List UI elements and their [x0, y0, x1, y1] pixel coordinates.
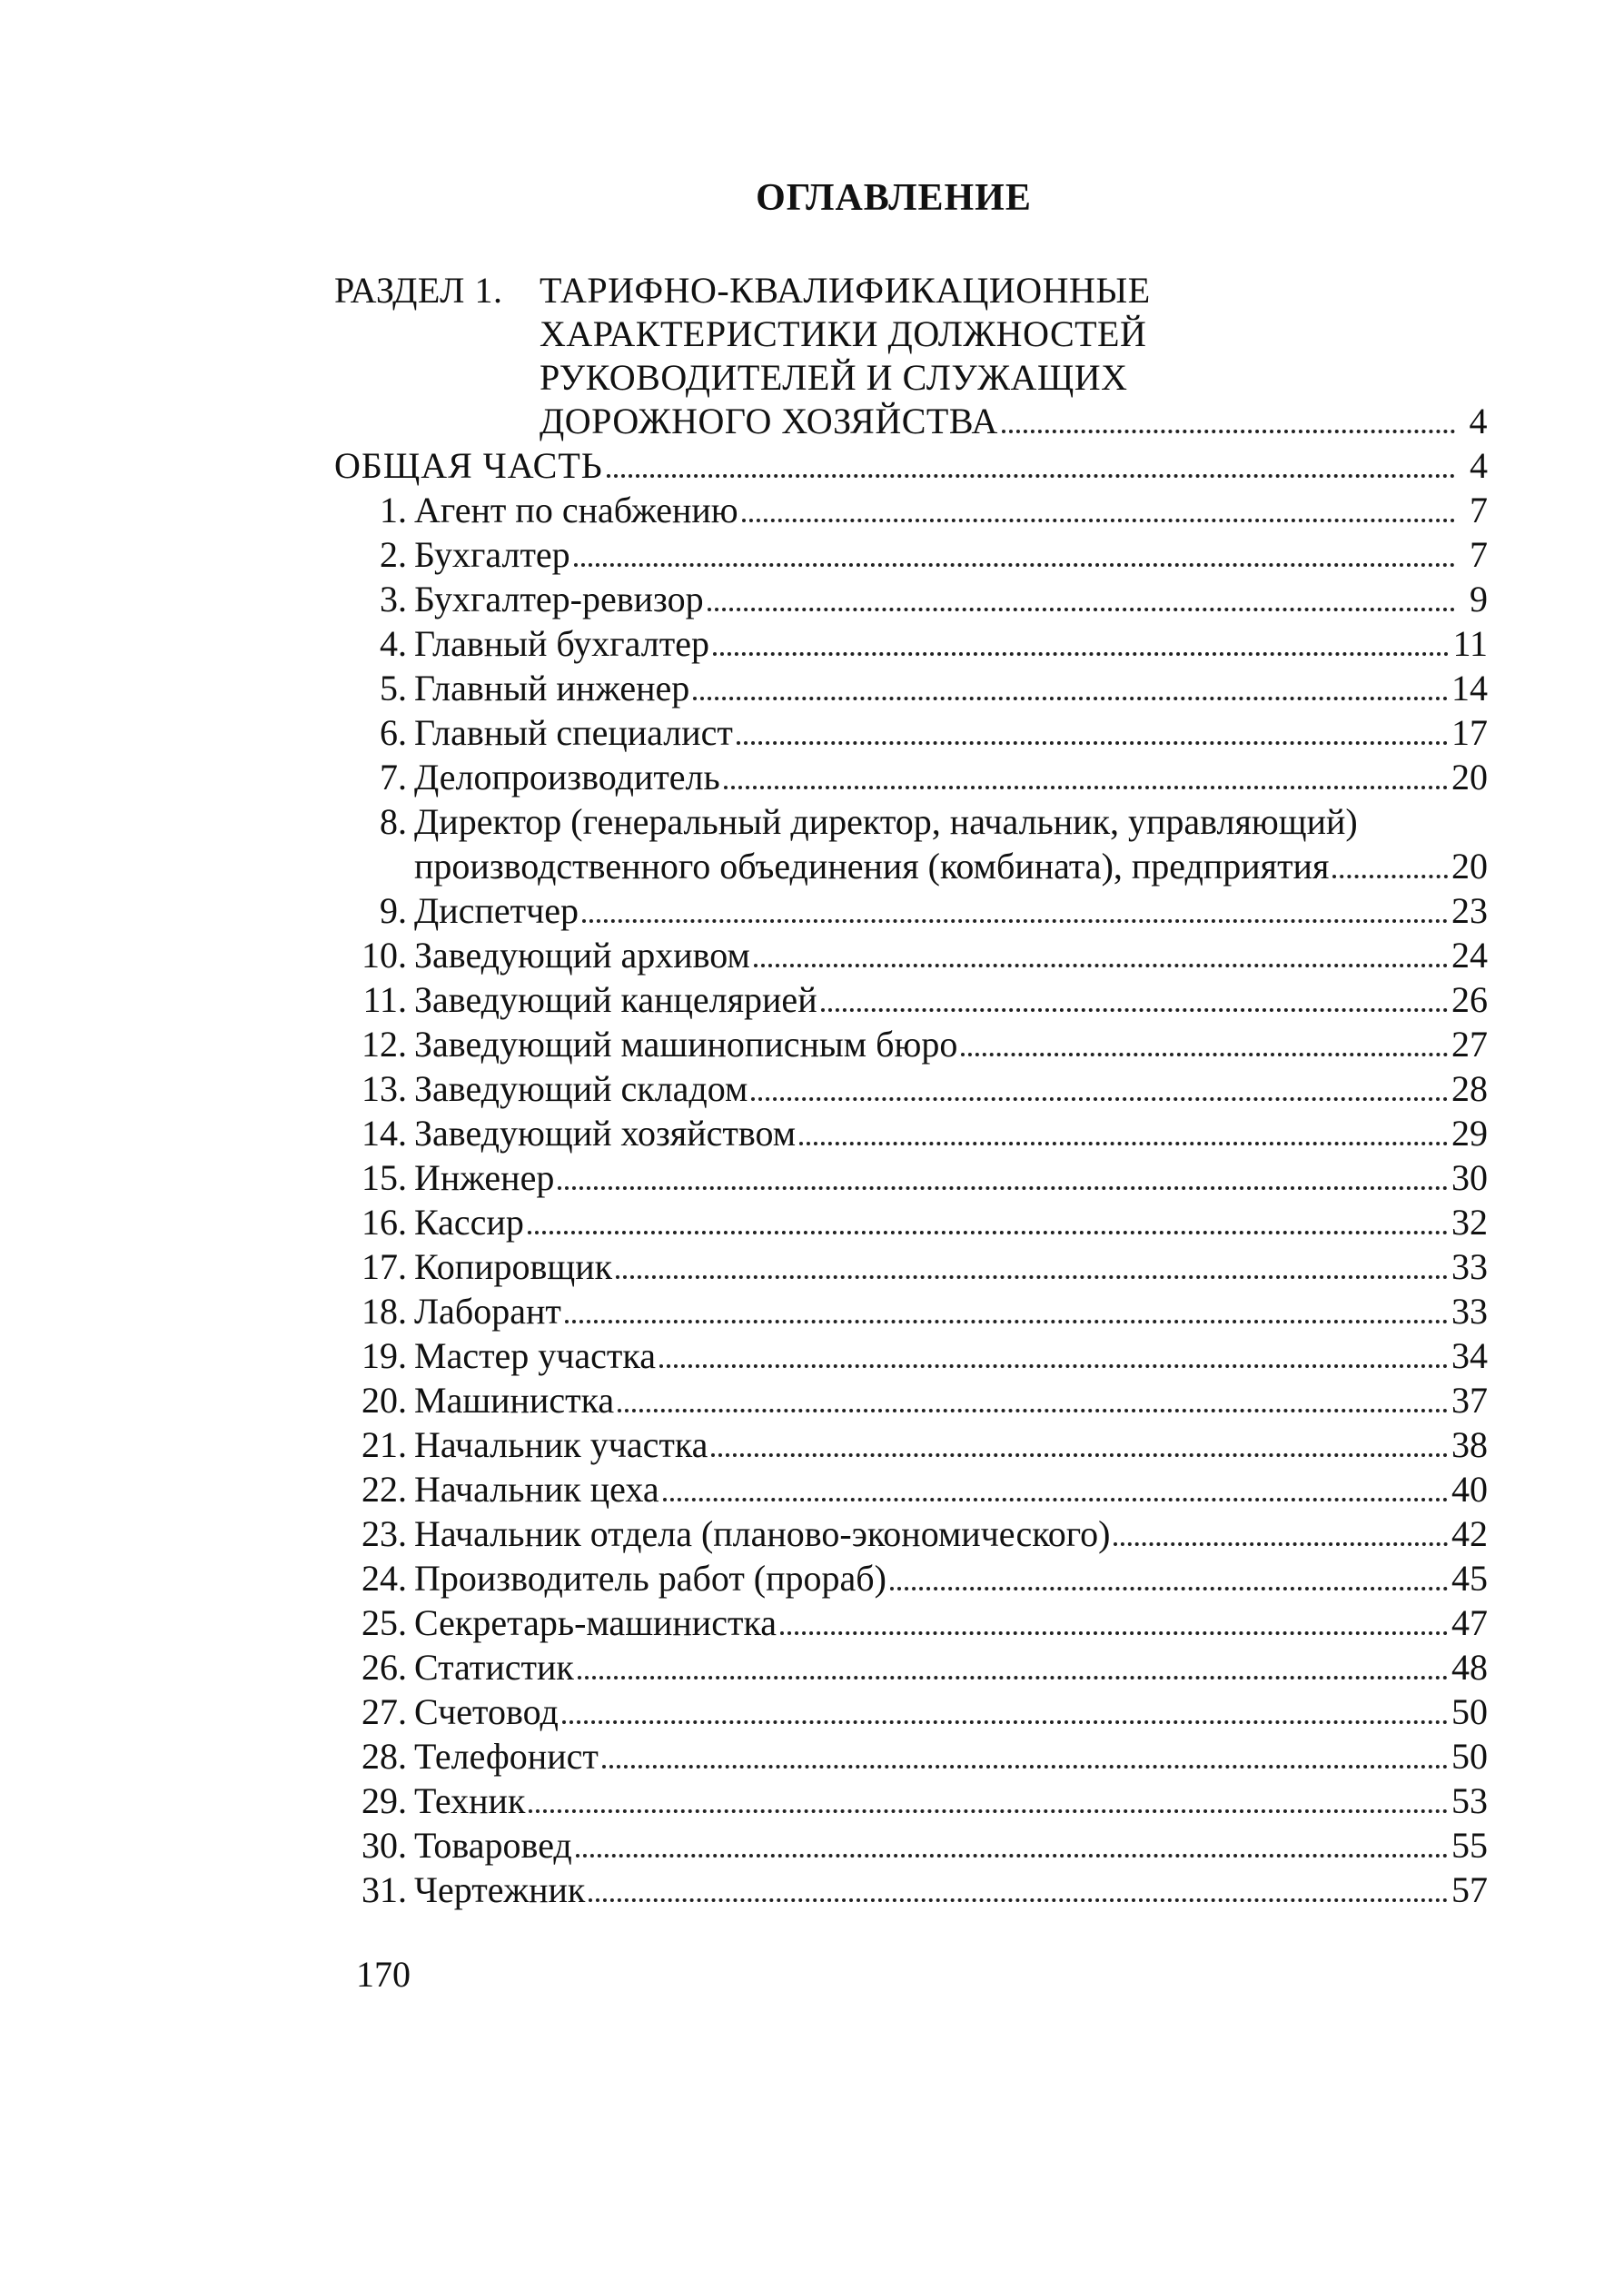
leader-dots — [708, 607, 1455, 611]
toc-list — [334, 443, 1488, 1912]
toc-page-number: 32 — [1451, 1202, 1488, 1243]
toc-entry — [334, 755, 1488, 799]
toc-entry — [334, 1600, 1488, 1645]
toc-entry-title: Производитель работ (прораб) — [414, 1558, 886, 1599]
toc-page-number: 17 — [1451, 712, 1488, 753]
toc-entry-number: 19. — [361, 1335, 407, 1376]
leader-dots — [737, 740, 1448, 745]
section-prefix: РАЗДЕЛ 1. — [334, 270, 503, 311]
section-line — [334, 312, 1488, 356]
toc-page-number: 7 — [1470, 534, 1488, 575]
toc-entry-title: Кассир — [414, 1202, 524, 1243]
toc-entry-number: 22. — [361, 1469, 407, 1510]
toc-page-number: 29 — [1451, 1113, 1488, 1154]
leader-dots — [711, 1452, 1448, 1457]
toc-entry — [334, 1333, 1488, 1378]
toc-entry — [334, 1823, 1488, 1868]
toc-entry-title: Делопроизводитель — [414, 757, 720, 798]
toc-entry-title: Счетовод — [414, 1691, 559, 1732]
toc-entry-title: Чертежник — [414, 1869, 586, 1910]
toc-page-number: 48 — [1451, 1647, 1488, 1688]
toc-entry — [334, 1111, 1488, 1155]
toc-entry-title: Бухгалтер-ревизор — [414, 579, 704, 619]
toc-entry — [334, 799, 1488, 844]
leader-dots — [574, 562, 1455, 567]
toc-entry-number: 3. — [380, 579, 407, 619]
section-title-line: ХАРАКТЕРИСТИКИ ДОЛЖНОСТЕЙ — [540, 313, 1147, 354]
toc-entry-title: Машинистка — [414, 1380, 615, 1421]
leader-dots — [659, 1363, 1448, 1368]
page-number: 170 — [356, 1954, 411, 1995]
toc-entry — [334, 1734, 1488, 1779]
toc-entry — [334, 577, 1488, 621]
toc-entry-title: Мастер участка — [414, 1335, 656, 1376]
leader-dots — [713, 651, 1450, 656]
leader-dots — [754, 963, 1448, 967]
toc-entry-title: Диспетчер — [414, 890, 579, 931]
toc-entry — [334, 621, 1488, 666]
toc-entry — [334, 488, 1488, 532]
toc-entry-title: Заведующий канцелярией — [414, 979, 817, 1020]
leader-dots — [1002, 429, 1455, 433]
toc-entry-title: Товаровед — [414, 1825, 572, 1866]
page-title: ОГЛАВЛЕНИЕ — [756, 177, 1032, 219]
toc-entry-general — [334, 443, 1488, 488]
toc-page-number: 34 — [1451, 1335, 1488, 1376]
leader-dots — [582, 918, 1448, 923]
toc-entry-title: Инженер — [414, 1157, 555, 1198]
leader-dots — [799, 1141, 1448, 1145]
toc-page-number: 37 — [1451, 1380, 1488, 1421]
section-title-line: РУКОВОДИТЕЛЕЙ И СЛУЖАЩИХ — [540, 357, 1128, 398]
toc-entry-number: 1. — [380, 490, 407, 530]
section-title-line: ТАРИФНО-КВАЛИФИКАЦИОННЫЕ — [540, 270, 1151, 311]
toc-entry — [334, 1467, 1488, 1511]
toc-entry-continuation — [334, 844, 1488, 888]
section-line — [334, 356, 1488, 400]
leader-dots — [602, 1764, 1448, 1769]
toc-page-number: 45 — [1451, 1558, 1488, 1599]
toc-entry-number: 13. — [361, 1068, 407, 1109]
toc-entry-number: 28. — [361, 1736, 407, 1777]
leader-dots — [780, 1630, 1448, 1635]
toc-entry — [334, 1244, 1488, 1289]
toc-page-number: 4 — [1470, 445, 1488, 486]
toc-entry-number: 24. — [361, 1558, 407, 1599]
toc-entry-title: Начальник участка — [414, 1424, 708, 1465]
toc-entry-number: 14. — [361, 1113, 407, 1154]
toc-page-number: 20 — [1451, 846, 1488, 887]
toc-page-number: 42 — [1451, 1513, 1488, 1554]
toc-page-number: 50 — [1451, 1736, 1488, 1777]
toc-page-number: 50 — [1451, 1691, 1488, 1732]
leader-dots — [558, 1185, 1448, 1190]
toc-page-number: 11 — [1452, 623, 1488, 664]
leader-dots — [589, 1897, 1448, 1902]
toc-entry-title: Телефонист — [414, 1736, 599, 1777]
leader-dots — [742, 518, 1455, 522]
leader-dots — [751, 1096, 1448, 1101]
leader-dots — [961, 1052, 1448, 1056]
toc-entry-title: Начальник цеха — [414, 1469, 659, 1510]
toc-entry — [334, 1556, 1488, 1600]
toc-entry-number: 6. — [380, 712, 407, 753]
toc-entry-number: 25. — [361, 1602, 407, 1643]
leader-dots — [528, 1230, 1448, 1234]
toc-entry — [334, 1066, 1488, 1111]
leader-dots — [529, 1808, 1448, 1813]
toc-entry — [334, 1378, 1488, 1422]
toc-page-number: 40 — [1451, 1469, 1488, 1510]
leader-dots — [1332, 874, 1448, 878]
toc-entry — [334, 1645, 1488, 1689]
toc-entry-number: 5. — [380, 668, 407, 708]
toc-page-number: 38 — [1451, 1424, 1488, 1465]
toc-entry — [334, 1511, 1488, 1556]
toc-entry-number: 12. — [361, 1024, 407, 1065]
toc-page-number: 27 — [1451, 1024, 1488, 1065]
toc-page-number: 4 — [1469, 401, 1488, 441]
toc-page-number: 7 — [1470, 490, 1488, 530]
toc-page-number: 53 — [1451, 1780, 1488, 1821]
toc-entry — [334, 1155, 1488, 1200]
leader-dots — [724, 785, 1448, 789]
toc-entry-number: 16. — [361, 1202, 407, 1243]
leader-dots — [562, 1719, 1448, 1724]
toc-entry — [334, 1022, 1488, 1066]
toc-page-number: 30 — [1451, 1157, 1488, 1198]
toc-entry-number: 26. — [361, 1647, 407, 1688]
section-line — [334, 400, 1488, 443]
toc-entry — [334, 532, 1488, 577]
toc-page-number: 55 — [1451, 1825, 1488, 1866]
toc-page-number: 24 — [1451, 935, 1488, 976]
toc-entry-number: 7. — [380, 757, 407, 798]
toc-page-number: 23 — [1451, 890, 1488, 931]
toc-entry-number: 9. — [380, 890, 407, 931]
toc-entry-title: Главный инженер — [414, 668, 690, 708]
toc-entry — [334, 933, 1488, 977]
toc-entry-number: 8. — [380, 801, 407, 842]
toc-entry-title: производственного объединения (комбината), предприятия — [414, 846, 1330, 887]
toc-entry-number: 27. — [361, 1691, 407, 1732]
toc-entry — [334, 1689, 1488, 1734]
toc-entry-title: Бухгалтер — [414, 534, 570, 575]
section-line — [334, 269, 1488, 312]
toc-entry — [334, 888, 1488, 933]
leader-dots — [616, 1274, 1448, 1279]
toc-entry — [334, 977, 1488, 1022]
toc-page-number: 28 — [1451, 1068, 1488, 1109]
toc-page-number: 57 — [1451, 1869, 1488, 1910]
toc-entry-title: Главный бухгалтер — [414, 623, 709, 664]
leader-dots — [578, 1675, 1448, 1679]
toc-entry-title: Агент по снабжению — [414, 490, 738, 530]
toc-entry-title: Заведующий складом — [414, 1068, 748, 1109]
toc-entry-number: 29. — [361, 1780, 407, 1821]
leader-dots — [565, 1319, 1448, 1323]
leader-dots — [890, 1586, 1448, 1590]
toc-entry-title: Заведующий машинописным бюро — [414, 1024, 958, 1065]
leader-dots — [821, 1007, 1448, 1012]
toc-entry — [334, 1200, 1488, 1244]
toc-page-number: 33 — [1451, 1291, 1488, 1332]
toc-entry-number: 2. — [380, 534, 407, 575]
toc-entry-number: 30. — [361, 1825, 407, 1866]
leader-dots — [693, 696, 1448, 700]
toc-entry-title: Техник — [414, 1780, 526, 1821]
toc-page-number: 14 — [1451, 668, 1488, 708]
toc-entry — [334, 710, 1488, 755]
section-title-line: ДОРОЖНОГО ХОЗЯЙСТВА — [540, 401, 998, 441]
leader-dots — [607, 473, 1455, 478]
toc-entry-number: 31. — [361, 1869, 407, 1910]
toc-entry — [334, 1779, 1488, 1823]
section-heading — [334, 269, 1488, 443]
toc-page-number: 26 — [1451, 979, 1488, 1020]
toc-entry-title: Главный специалист — [414, 712, 733, 753]
toc-entry-number: 17. — [361, 1246, 407, 1287]
toc-entry — [334, 1422, 1488, 1467]
toc-entry-title: Статистик — [414, 1647, 574, 1688]
leader-dots — [618, 1408, 1448, 1412]
toc-entry-number: 15. — [361, 1157, 407, 1198]
toc-entry-title: Копировщик — [414, 1246, 613, 1287]
toc-entries — [334, 488, 1488, 1912]
leader-dots — [663, 1497, 1448, 1501]
toc-page-number: 20 — [1451, 757, 1488, 798]
toc-entry-title: Начальник отдела (планово-экономического) — [414, 1513, 1111, 1554]
toc-entry-number: 10. — [361, 935, 407, 976]
toc-page-number: 47 — [1451, 1602, 1488, 1643]
leader-dots — [576, 1853, 1448, 1858]
toc-entry — [334, 1289, 1488, 1333]
toc-entry-title: Заведующий архивом — [414, 935, 750, 976]
toc-entry-number: 18. — [361, 1291, 407, 1332]
toc-entry-number: 4. — [380, 623, 407, 664]
toc-entry-number: 23. — [361, 1513, 407, 1554]
toc-entry-title: Лаборант — [414, 1291, 561, 1332]
toc-entry-number: 20. — [361, 1380, 407, 1421]
toc-entry-title: ОБЩАЯ ЧАСТЬ — [334, 445, 603, 486]
toc-entry — [334, 1868, 1488, 1912]
toc-entry-title: Секретарь-машинистка — [414, 1602, 777, 1643]
toc-entry-number: 21. — [361, 1424, 407, 1465]
toc-entry — [334, 666, 1488, 710]
toc-page-number: 33 — [1451, 1246, 1488, 1287]
toc-entry-number: 11. — [362, 979, 407, 1020]
toc-entry-title: Заведующий хозяйством — [414, 1113, 796, 1154]
leader-dots — [1114, 1541, 1448, 1546]
toc-entry-title: Директор (генеральный директор, начальник, управляющий) — [414, 801, 1358, 842]
toc-page-number: 9 — [1470, 579, 1488, 619]
